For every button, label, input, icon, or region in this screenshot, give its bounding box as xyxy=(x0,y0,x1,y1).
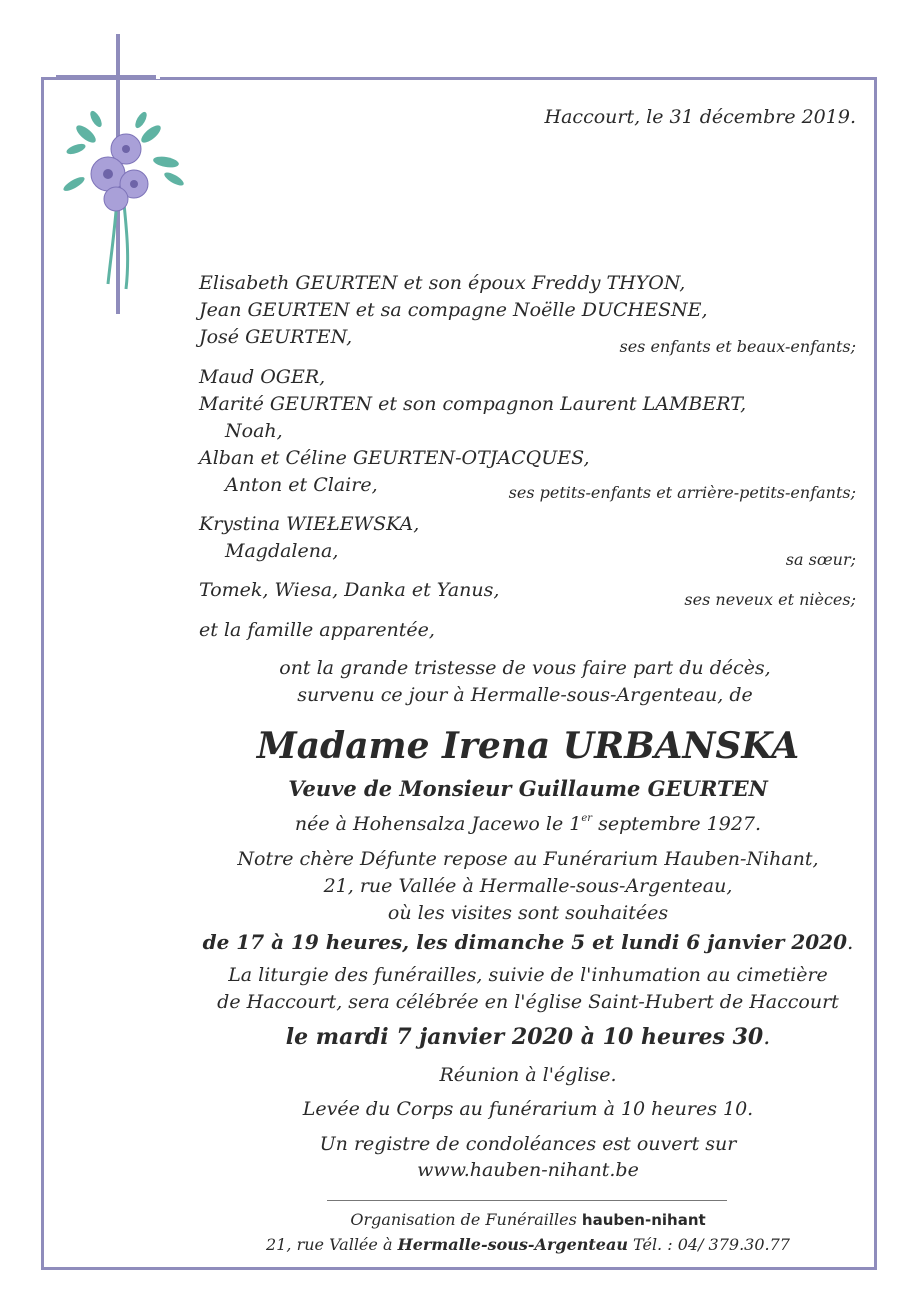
detail-line: où les visites sont souhaitées xyxy=(387,902,669,924)
divider xyxy=(327,1200,727,1201)
family-line: et la famille apparentée, xyxy=(199,619,435,641)
deceased-name: Madame Irena URBANSKA xyxy=(256,725,800,767)
family-line: Noah, xyxy=(225,420,283,442)
detail-line: Levée du Corps au funérarium à 10 heures 10. xyxy=(302,1098,754,1120)
footer-town: Hermalle-sous-Argenteau xyxy=(397,1235,628,1254)
birth-info xyxy=(148,811,908,837)
family-line: Jean GEURTEN et sa compagne Noëlle DUCHESNE, xyxy=(199,299,708,321)
detail-line: Réunion à l'église. xyxy=(439,1064,617,1086)
ceremony-period: . xyxy=(763,1025,771,1050)
relation-label: ses petits-enfants et arrière-petits-enfants; xyxy=(508,483,856,502)
visit-period: . xyxy=(847,930,854,954)
footer-org xyxy=(148,1209,908,1231)
relation-label: sa sœur; xyxy=(785,550,856,569)
family-line: Magdalena, xyxy=(225,540,339,562)
brand-name: hauben-nihant xyxy=(581,1211,706,1229)
birth-prefix: née à Hohensalza Jacewo le 1 xyxy=(294,813,582,835)
announcement-line: ont la grande tristesse de vous faire part du décès, xyxy=(279,657,771,679)
family-line: Maud OGER, xyxy=(199,366,326,388)
family-line: Elisabeth GEURTEN et son époux Freddy THYON, xyxy=(199,272,686,294)
relation-label: ses enfants et beaux-enfants; xyxy=(619,337,856,356)
detail-line: Notre chère Défunte repose au Funérarium Hauben-Nihant, xyxy=(237,848,819,870)
announcement-line: survenu ce jour à Hermalle-sous-Argenteau, de xyxy=(297,684,753,706)
date-line: Haccourt, le 31 décembre 2019. xyxy=(544,106,856,128)
website-link[interactable]: www.hauben-nihant.be xyxy=(417,1159,639,1181)
family-line: Marité GEURTEN et son compagnon Laurent LAMBERT, xyxy=(199,393,747,415)
family-line: Alban et Céline GEURTEN-OTJACQUES, xyxy=(199,447,590,469)
detail-line: Un registre de condoléances est ouvert sur xyxy=(319,1133,737,1155)
footer-address-prefix: 21, rue Vallée à xyxy=(266,1235,398,1254)
birth-suffix: septembre 1927. xyxy=(592,813,762,835)
detail-line: 21, rue Vallée à Hermalle-sous-Argenteau, xyxy=(323,875,733,897)
family-line: José GEURTEN, xyxy=(199,326,353,348)
ceremony-time-text: le mardi 7 janvier 2020 à 10 heures 30 xyxy=(285,1024,764,1050)
detail-line: La liturgie des funérailles, suivie de l'inhumation au cimetière xyxy=(228,964,828,986)
footer-address xyxy=(148,1234,908,1256)
family-line: Krystina WIEŁEWSKA, xyxy=(199,513,420,535)
visit-hours xyxy=(148,928,908,956)
visit-hours-text: de 17 à 19 heures, les dimanche 5 et lundi 6 janvier 2020 xyxy=(202,930,848,954)
widow-of: Veuve de Monsieur Guillaume GEURTEN xyxy=(288,776,768,801)
cross-flower-icon xyxy=(56,34,206,319)
footer-org-label: Organisation de Funérailles xyxy=(350,1210,582,1229)
detail-line: de Haccourt, sera célébrée en l'église Saint-Hubert de Haccourt xyxy=(217,991,839,1013)
family-line: Tomek, Wiesa, Danka et Yanus, xyxy=(199,579,500,601)
family-line: Anton et Claire, xyxy=(225,474,378,496)
birth-sup: er xyxy=(581,813,593,824)
ceremony-time xyxy=(148,1022,908,1053)
footer-phone: Tél. : 04/ 379.30.77 xyxy=(627,1235,790,1254)
relation-label: ses neveux et nièces; xyxy=(684,590,856,609)
